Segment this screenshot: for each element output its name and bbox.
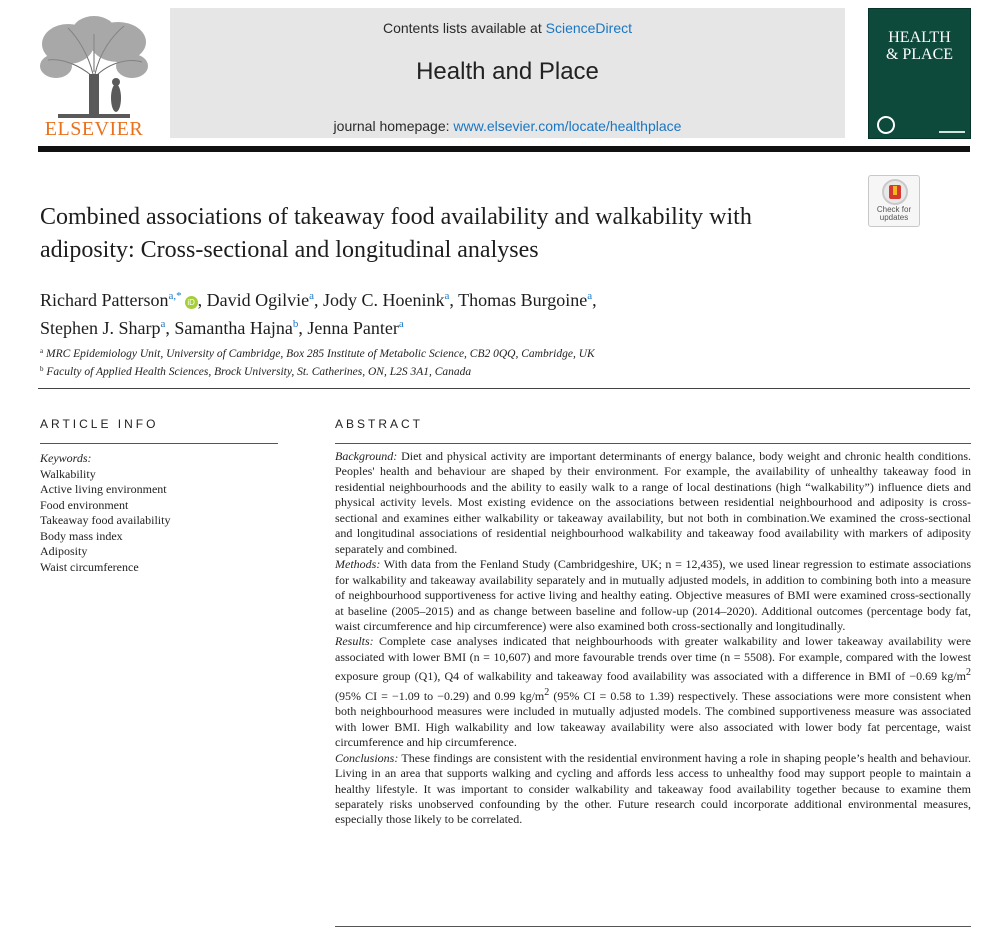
tree-engraving-icon	[38, 14, 150, 124]
author-name[interactable]: Richard Patterson	[40, 290, 169, 310]
author-name[interactable]: David Ogilvie	[206, 290, 310, 310]
results-text: (95% CI = −1.09 to −0.29) and 0.99 kg/m	[335, 688, 545, 703]
check-for-updates-button[interactable]	[868, 175, 920, 227]
article-info-heading: ARTICLE INFO	[40, 417, 159, 431]
crossmark-icon	[882, 179, 908, 205]
keyword-item: Walkability	[40, 466, 96, 481]
affiliation-item	[40, 362, 840, 380]
results-label: Results:	[335, 634, 374, 649]
affiliation-mark: b	[40, 365, 44, 373]
author-separator: ,	[197, 290, 207, 310]
author-list	[40, 284, 840, 340]
journal-cover-thumbnail[interactable]	[868, 8, 971, 139]
author-name[interactable]: Jenna Panter	[307, 318, 399, 338]
affiliation-text: Faculty of Applied Health Sciences, Brock University, St. Catherines, ON, L2S 3A1, Canada	[46, 366, 472, 378]
author-affiliation-mark[interactable]: a	[444, 290, 450, 302]
abstract-body	[335, 449, 971, 828]
affiliations	[40, 344, 840, 380]
abstract-results	[335, 634, 971, 750]
abstract-divider	[335, 443, 971, 444]
abstract-heading: ABSTRACT	[335, 417, 424, 431]
affiliation-text: MRC Epidemiology Unit, University of Cambridge, Box 285 Institute of Metabolic Science, CB2 0QQ, Cambridge, UK	[45, 348, 595, 360]
results-superscript: 2	[544, 686, 550, 698]
author-name[interactable]: Samantha Hajna	[174, 318, 293, 338]
check-updates-label-line1: Check for	[876, 205, 912, 214]
article-title-line2: adiposity: Cross-sectional and longitudinal analyses	[40, 237, 539, 263]
background-label: Background:	[335, 449, 398, 463]
contents-line	[170, 20, 845, 36]
article-title-line1: Combined associations of takeaway food availability and walkability with	[40, 204, 752, 230]
cover-decoration	[939, 131, 965, 133]
conclusions-text: These findings are consistent with the residential environment having a role in shaping people’s health and behaviour. Living in an area that supports walking and cycling and affords less access to unhealthy food may support people to maintain a healthy lifestyle. It was important to consider walkability and takeaway food availability together because to examine them separately risks unobserved confounding by the other. Future research could incorporate additional environmental measures, especially those likely to be correlated.	[335, 750, 971, 827]
header-divider	[38, 146, 970, 152]
author-separator: ,	[449, 290, 459, 310]
author-affiliation-mark[interactable]: a	[309, 290, 314, 302]
check-updates-label	[869, 206, 919, 222]
journal-homepage-link[interactable]: www.elsevier.com/locate/healthplace	[453, 118, 682, 134]
keyword-item: Takeaway food availability	[40, 513, 171, 527]
article-title	[40, 201, 840, 267]
results-superscript: 2	[966, 667, 971, 679]
author-separator: ,	[592, 290, 597, 310]
title-divider	[38, 388, 970, 389]
author-affiliation-mark[interactable]: a	[398, 318, 404, 330]
author-affiliation-mark[interactable]: a	[587, 290, 593, 302]
keyword-item: Food environment	[40, 497, 129, 512]
conclusions-label: Conclusions:	[335, 750, 399, 765]
contents-prefix: Contents lists available at	[382, 20, 546, 36]
keyword-item: Body mass index	[40, 528, 123, 543]
keywords-label: Keywords:	[40, 451, 92, 465]
author-affiliation-mark[interactable]: a	[160, 318, 166, 330]
elsevier-wordmark[interactable]: ELSEVIER	[44, 118, 144, 140]
cover-badge-icon	[877, 116, 895, 134]
keyword-item: Active living environment	[40, 482, 167, 496]
author-separator: ,	[165, 318, 175, 338]
author-name[interactable]: Jody C. Hoenink	[323, 290, 445, 310]
author-affiliation-mark[interactable]: a,*	[168, 290, 182, 302]
affiliation-mark: a	[40, 347, 44, 355]
results-text: Complete case analyses indicated that neighbourhoods with greater walkability and lower takeaway availability were associated with lower BMI (n = 10,607) and more favourable trends over time (n = 5508). For example, compared with the lowest exposure group (Q1), Q4 of walkability and takeaway food availability was associated with a difference in BMI of −0.69 kg/m	[335, 634, 971, 684]
article-info-divider	[40, 443, 278, 444]
results-text: (95% CI = 0.58 to 1.39) respectively. These associations were more consistent when both neighbourhood measures were included in mutually adjusted models. The combined supportiveness measure was associated with lower BMI. High walkability and low takeaway availability were also associated with lower body fat percentage, waist circumference and hip circumference.	[335, 688, 972, 750]
abstract-methods	[335, 557, 971, 634]
author-name[interactable]: Thomas Burgoine	[458, 290, 588, 310]
orcid-icon[interactable]: iD	[185, 296, 198, 309]
author-separator: ,	[314, 290, 323, 310]
cover-title-line2: & PLACE	[885, 46, 954, 63]
homepage-prefix: journal homepage:	[333, 118, 454, 134]
cover-title-line1: HEALTH	[888, 29, 951, 46]
author-separator: ,	[298, 318, 308, 338]
background-text: Diet and physical activity are important determinants of energy balance, body weight and chronic health conditions. Peoples' health and behaviour are shaped by their environment. For example, the availability of unhealthy takeaway food in residential neighbourhoods and the ability to easily walk to a range of local destinations (high “walkability”) influence diets and physical activity levels. Most existing evidence on the associations between residential neighbourhood and adiposity is cross-sectional and examines either walkability or takeaway availability, but not both in combination.We examined the cross-sectional and longitudinal associations of residential neighbourhood walkability and takeaway food availability with markers of adiposity separately and combined.	[335, 449, 971, 556]
author-name[interactable]: Stephen J. Sharp	[40, 318, 161, 338]
homepage-line	[170, 118, 845, 134]
journal-header-band	[170, 8, 845, 138]
journal-name: Health and Place	[416, 58, 599, 85]
abstract-conclusions	[335, 751, 971, 828]
affiliation-item	[40, 344, 840, 362]
sciencedirect-link[interactable]: ScienceDirect	[545, 20, 632, 36]
keyword-item: Waist circumference	[40, 559, 139, 574]
cover-title	[869, 29, 970, 63]
keyword-item: Adiposity	[40, 544, 88, 558]
author-affiliation-mark[interactable]: b	[292, 318, 299, 330]
abstract-background	[335, 449, 971, 557]
keywords-list	[40, 451, 280, 575]
check-updates-label-line2: updates	[879, 213, 909, 222]
abstract-bottom-divider	[335, 926, 971, 927]
methods-label: Methods:	[335, 557, 381, 572]
methods-text: With data from the Fenland Study (Cambridgeshire, UK; n = 12,435), we used linear regression to estimate associations for walkability and takeaway availability separately and in mutually adjusted models, in addition to combining both into a measure of neighbourhood supportiveness for active living and healthy eating. Objective measures of BMI were examined cross-sectionally at baseline (2005–2015) and as change between baseline and follow-up (2014–2020). Additional outcomes (percentage body fat, waist circumference and hip circumference) were also examined both cross-sectionally and longitudinally.	[335, 557, 971, 633]
